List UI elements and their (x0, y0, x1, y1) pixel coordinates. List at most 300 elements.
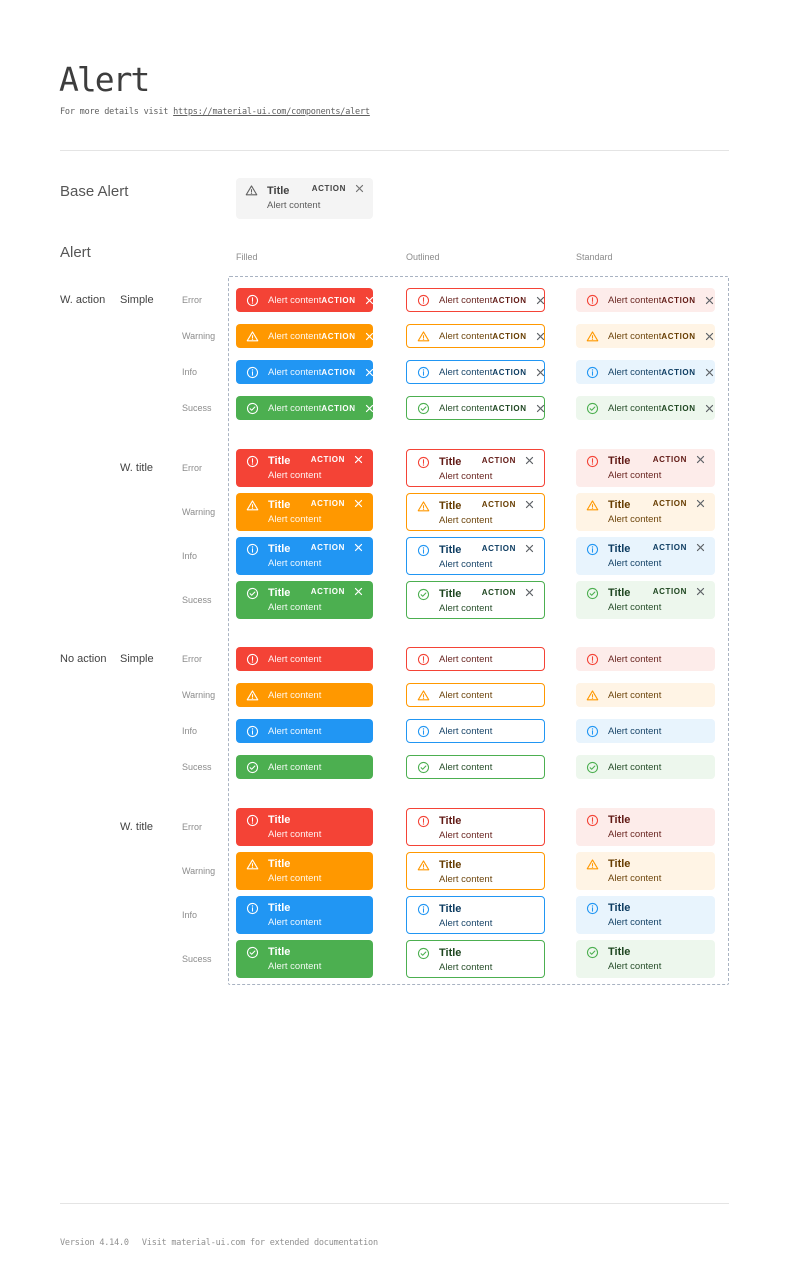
column-header-outlined: Outlined (406, 252, 440, 262)
outlined-error-alert (406, 647, 545, 671)
action-button[interactable]: ACTION (652, 543, 687, 552)
action-button[interactable]: ACTION (481, 500, 516, 509)
standard-success-alert (576, 581, 715, 619)
page-footer (60, 1238, 378, 1248)
alert-actions (653, 587, 705, 596)
warning-triangle-icon (417, 859, 430, 872)
alert-body (608, 542, 705, 570)
alert-content: Alert content (439, 559, 493, 570)
alert-title-line (439, 587, 534, 601)
alert-title: Title (439, 588, 462, 600)
alert-cell (576, 581, 715, 619)
alert-title: Title (268, 499, 291, 511)
severity-label: Warning (182, 866, 216, 876)
alert-title: Title (268, 946, 291, 958)
alert-row (60, 852, 715, 890)
outlined-warning-alert (406, 852, 545, 890)
error-circle-icon (586, 455, 599, 468)
alert-body (439, 499, 534, 527)
alert-cell (236, 683, 373, 707)
success-circle-icon (246, 402, 259, 415)
success-circle-icon (586, 761, 599, 774)
alert-title-line (608, 945, 705, 959)
info-circle-icon (417, 366, 430, 379)
alert-row (60, 896, 715, 934)
alert-content: Alert content (608, 761, 662, 773)
warning-triangle-icon (417, 500, 430, 513)
filled-info-alert (236, 537, 373, 575)
alert-content: Alert content (268, 829, 322, 840)
close-icon[interactable] (696, 499, 705, 508)
alert-body (268, 813, 363, 841)
action-button[interactable]: ACTION (492, 403, 527, 413)
warning-triangle-icon (586, 330, 599, 343)
alert-body (268, 542, 363, 570)
base-alert (236, 178, 373, 219)
outlined-error-alert (406, 449, 545, 487)
close-icon[interactable] (525, 544, 534, 553)
standard-warning-alert (576, 324, 715, 348)
close-icon[interactable] (705, 404, 714, 413)
close-icon[interactable] (525, 588, 534, 597)
warning-triangle-icon (246, 499, 259, 512)
alert-title: Title (608, 499, 631, 511)
alert-title-line (439, 858, 534, 872)
divider (60, 1203, 729, 1204)
close-icon[interactable] (705, 296, 714, 305)
severity-label: Info (182, 726, 198, 736)
alert-cell (576, 647, 715, 671)
success-circle-icon (586, 402, 599, 415)
alert-title: Title (608, 543, 631, 555)
alert-content: Alert content (268, 725, 322, 737)
action-button[interactable]: ACTION (311, 184, 346, 193)
alert-cell (406, 683, 545, 707)
alert-cell (406, 755, 545, 779)
filled-warning-alert (236, 852, 373, 890)
action-button[interactable]: ACTION (481, 544, 516, 553)
severity-label: Error (182, 654, 202, 664)
alert-content: Alert content (439, 761, 493, 773)
success-circle-icon (417, 947, 430, 960)
alert-cell (406, 719, 545, 743)
error-circle-icon (417, 653, 430, 666)
alert-title-line (608, 542, 705, 556)
alert-cell (576, 683, 715, 707)
alert-body (439, 858, 534, 886)
column-header-standard: Standard (576, 252, 613, 262)
alert-actions (492, 368, 544, 377)
outlined-success-alert (406, 755, 545, 779)
alert-title: Title (608, 587, 631, 599)
info-circle-icon (586, 366, 599, 379)
divider (60, 150, 729, 151)
alert-row (60, 396, 715, 420)
alert-content: Alert content (439, 653, 493, 665)
alert-content: Alert content (608, 873, 662, 884)
error-circle-icon (417, 815, 430, 828)
subtitle-text: For more details visit (60, 107, 174, 117)
alert-actions (482, 500, 534, 509)
close-icon[interactable] (365, 332, 374, 341)
severity-label: Warning (182, 690, 216, 700)
alert-row (60, 537, 715, 575)
alert-actions (321, 332, 373, 341)
action-button[interactable]: ACTION (481, 588, 516, 597)
alert-row (60, 288, 715, 312)
close-icon[interactable] (354, 587, 363, 596)
filled-warning-alert (236, 324, 373, 348)
alert-cell (406, 647, 545, 671)
alert-content: Alert content (268, 761, 322, 773)
alert-actions (492, 332, 544, 341)
alert-matrix (60, 240, 729, 1000)
severity-label: Info (182, 910, 198, 920)
action-button[interactable]: ACTION (492, 295, 527, 305)
alert-content: Alert content (268, 917, 322, 928)
alert-title: Title (608, 455, 631, 467)
close-icon[interactable] (365, 404, 374, 413)
alert-cell (576, 755, 715, 779)
group-label: No action (60, 653, 107, 665)
group-label: W. action (60, 294, 106, 306)
alert-title-line (608, 901, 705, 915)
alert-content: Alert content (608, 653, 662, 665)
alert-content: Alert content (608, 558, 662, 569)
alert-content: Alert content (439, 515, 493, 526)
success-circle-icon (246, 946, 259, 959)
close-icon[interactable] (525, 456, 534, 465)
close-icon[interactable] (536, 368, 545, 377)
alert-body (439, 946, 534, 974)
alert-row (60, 324, 715, 348)
alert-actions (321, 296, 373, 305)
alert-content: Alert content (608, 917, 662, 928)
alert-row (60, 493, 715, 531)
close-icon[interactable] (365, 368, 374, 377)
filled-warning-alert (236, 683, 373, 707)
close-icon[interactable] (696, 543, 705, 552)
alert-row (60, 719, 715, 743)
alert-body (608, 813, 705, 841)
alert-row (60, 683, 715, 707)
standard-warning-alert (576, 493, 715, 531)
column-header-filled: Filled (236, 252, 258, 262)
alert-title: Title (608, 946, 631, 958)
close-icon[interactable] (705, 368, 714, 377)
info-circle-icon (246, 902, 259, 915)
warning-triangle-icon (586, 689, 599, 702)
alert-content: Alert content (439, 330, 493, 342)
alert-actions (661, 404, 713, 413)
filled-error-alert (236, 288, 373, 312)
filled-success-alert (236, 940, 373, 978)
alert-body (268, 586, 363, 614)
action-button[interactable]: ACTION (321, 403, 356, 413)
alert-title-line (439, 543, 534, 557)
close-icon[interactable] (354, 455, 363, 464)
alert-content: Alert content (268, 402, 322, 414)
info-circle-icon (246, 543, 259, 556)
error-circle-icon (586, 814, 599, 827)
alert-title-line (439, 499, 534, 513)
action-button[interactable]: ACTION (321, 331, 356, 341)
subgroup-label: Simple (120, 653, 154, 665)
alert-content: Alert content (608, 470, 662, 481)
success-circle-icon (586, 587, 599, 600)
docs-link[interactable]: https://material-ui.com/components/alert (173, 107, 370, 117)
alert-body (608, 586, 705, 614)
alert-body (439, 543, 534, 571)
warning-triangle-icon (586, 858, 599, 871)
alert-content: Alert content (608, 689, 662, 701)
alert-content: Alert content (608, 725, 662, 737)
alert-body (608, 454, 705, 482)
standard-info-alert (576, 537, 715, 575)
alert-content: Alert content (608, 829, 662, 840)
action-button[interactable]: ACTION (310, 455, 345, 464)
alert-row (60, 581, 715, 619)
standard-warning-alert (576, 852, 715, 890)
action-button[interactable]: ACTION (310, 543, 345, 552)
subgroup-label: Simple (120, 294, 154, 306)
standard-info-alert (576, 360, 715, 384)
action-button[interactable]: ACTION (652, 455, 687, 464)
alert-title: Title (608, 814, 631, 826)
close-icon[interactable] (536, 404, 545, 413)
standard-success-alert (576, 755, 715, 779)
filled-info-alert (236, 896, 373, 934)
severity-label: Sucess (182, 954, 212, 964)
alert-cell (406, 288, 545, 312)
action-button[interactable]: ACTION (310, 499, 345, 508)
alert-content: Alert content (439, 402, 493, 414)
standard-error-alert (576, 647, 715, 671)
info-circle-icon (586, 543, 599, 556)
severity-label: Info (182, 551, 198, 561)
close-icon[interactable] (536, 332, 545, 341)
alert-title: Title (268, 858, 291, 870)
base-alert-body (267, 184, 364, 212)
action-button[interactable]: ACTION (652, 587, 687, 596)
alert-content: Alert content (608, 294, 662, 306)
alert-body (608, 498, 705, 526)
alert-title-line (268, 945, 363, 959)
outlined-warning-alert (406, 493, 545, 531)
outlined-error-alert (406, 808, 545, 846)
action-button[interactable]: ACTION (321, 295, 356, 305)
alert-body (268, 945, 363, 973)
alert-content: Alert content (268, 366, 322, 378)
alert-actions (311, 455, 363, 464)
alert-content: Alert content (268, 294, 322, 306)
alert-cell (406, 940, 545, 978)
success-circle-icon (417, 402, 430, 415)
alert-actions (311, 587, 363, 596)
alert-cell (236, 396, 373, 420)
alert-cell (576, 940, 715, 978)
action-button[interactable]: ACTION (661, 331, 696, 341)
filled-warning-alert (236, 493, 373, 531)
alert-body (608, 945, 705, 973)
close-icon[interactable] (536, 296, 545, 305)
alert-title-line (608, 586, 705, 600)
alert-title-line (608, 498, 705, 512)
alert-actions (661, 368, 713, 377)
warning-triangle-icon (417, 689, 430, 702)
alert-title-line (439, 455, 534, 469)
error-circle-icon (246, 294, 259, 307)
close-icon[interactable] (354, 499, 363, 508)
alert-cell (576, 852, 715, 890)
alert-body (268, 454, 363, 482)
alert-content: Alert content (268, 330, 322, 342)
severity-label: Error (182, 463, 202, 473)
error-circle-icon (246, 653, 259, 666)
alert-rows (60, 288, 715, 978)
error-circle-icon (586, 653, 599, 666)
page-subtitle (60, 107, 370, 117)
severity-label: Error (182, 295, 202, 305)
info-circle-icon (586, 902, 599, 915)
severity-label: Info (182, 367, 198, 377)
error-circle-icon (246, 814, 259, 827)
alert-cell (576, 324, 715, 348)
severity-label: Sucess (182, 595, 212, 605)
close-icon[interactable] (365, 296, 374, 305)
severity-label: Error (182, 822, 202, 832)
alert-cell (406, 449, 545, 487)
alert-section-label: Alert (60, 244, 91, 261)
alert-actions (482, 588, 534, 597)
outlined-success-alert (406, 581, 545, 619)
alert-cell (406, 808, 545, 846)
action-button[interactable]: ACTION (492, 331, 527, 341)
alert-actions (492, 296, 544, 305)
filled-info-alert (236, 719, 373, 743)
alert-cell (236, 896, 373, 934)
standard-error-alert (576, 808, 715, 846)
alert-title: Title (268, 543, 291, 555)
close-icon[interactable] (705, 332, 714, 341)
alert-content: Alert content (268, 558, 322, 569)
alert-content: Alert content (268, 470, 322, 481)
action-button[interactable]: ACTION (321, 367, 356, 377)
alert-body (608, 857, 705, 885)
action-button[interactable]: ACTION (661, 403, 696, 413)
alert-content: Alert content (268, 602, 322, 613)
alert-content: Alert content (439, 874, 493, 885)
alert-body (439, 902, 534, 930)
alert-title: Title (439, 903, 462, 915)
error-circle-icon (586, 294, 599, 307)
alert-cell (406, 896, 545, 934)
alert-actions (653, 455, 705, 464)
warning-triangle-icon (246, 330, 259, 343)
alert-actions (492, 404, 544, 413)
close-icon[interactable] (355, 184, 364, 193)
alert-row (60, 808, 715, 846)
alert-cell (406, 493, 545, 531)
action-button[interactable]: ACTION (652, 499, 687, 508)
alert-body (268, 901, 363, 929)
error-circle-icon (417, 294, 430, 307)
close-icon[interactable] (696, 455, 705, 464)
alert-content: Alert content (439, 830, 493, 841)
action-button[interactable]: ACTION (661, 295, 696, 305)
outlined-info-alert (406, 360, 545, 384)
info-circle-icon (417, 544, 430, 557)
warning-triangle-icon (586, 499, 599, 512)
warning-triangle-icon (246, 689, 259, 702)
action-button[interactable]: ACTION (492, 367, 527, 377)
close-icon[interactable] (525, 500, 534, 509)
alert-content: Alert content (608, 402, 662, 414)
alert-content: Alert content (439, 471, 493, 482)
alert-content: Alert content (439, 603, 493, 614)
alert-title-line (439, 946, 534, 960)
alert-content: Alert content (268, 653, 322, 665)
alert-title-line (439, 814, 534, 828)
info-circle-icon (246, 366, 259, 379)
alert-content: Alert content (439, 962, 493, 973)
alert-title: Title (439, 500, 462, 512)
action-button[interactable]: ACTION (481, 456, 516, 465)
outlined-warning-alert (406, 324, 545, 348)
alert-actions (311, 499, 363, 508)
standard-info-alert (576, 896, 715, 934)
alert-title-line (268, 498, 363, 512)
alert-title: Title (439, 947, 462, 959)
outlined-success-alert (406, 940, 545, 978)
info-circle-icon (246, 725, 259, 738)
alert-cell (236, 288, 373, 312)
action-button[interactable]: ACTION (661, 367, 696, 377)
alert-title: Title (268, 902, 291, 914)
base-alert-section-label: Base Alert (60, 183, 129, 200)
alert-title-line (268, 454, 363, 468)
severity-label: Sucess (182, 762, 212, 772)
alert-body (439, 814, 534, 842)
alert-cell (406, 360, 545, 384)
footer-version: Version 4.14.0 (60, 1238, 129, 1248)
alert-title-line (608, 857, 705, 871)
alert-actions (653, 499, 705, 508)
alert-title-line (608, 454, 705, 468)
severity-label: Warning (182, 507, 216, 517)
alert-row (60, 940, 715, 978)
alert-content: Alert content (439, 366, 493, 378)
alert-content: Alert content (608, 330, 662, 342)
filled-error-alert (236, 449, 373, 487)
alert-title-line (268, 586, 363, 600)
alert-cell (406, 537, 545, 575)
alert-title: Title (439, 544, 462, 556)
error-circle-icon (417, 456, 430, 469)
close-icon[interactable] (696, 587, 705, 596)
alert-cell (406, 581, 545, 619)
success-circle-icon (586, 946, 599, 959)
alert-cell (236, 324, 373, 348)
alert-cell (236, 940, 373, 978)
close-icon[interactable] (354, 543, 363, 552)
alert-title: Title (439, 456, 462, 468)
error-circle-icon (246, 455, 259, 468)
alert-cell (576, 449, 715, 487)
alert-body (439, 455, 534, 483)
subgroup-label: W. title (120, 462, 154, 474)
action-button[interactable]: ACTION (310, 587, 345, 596)
